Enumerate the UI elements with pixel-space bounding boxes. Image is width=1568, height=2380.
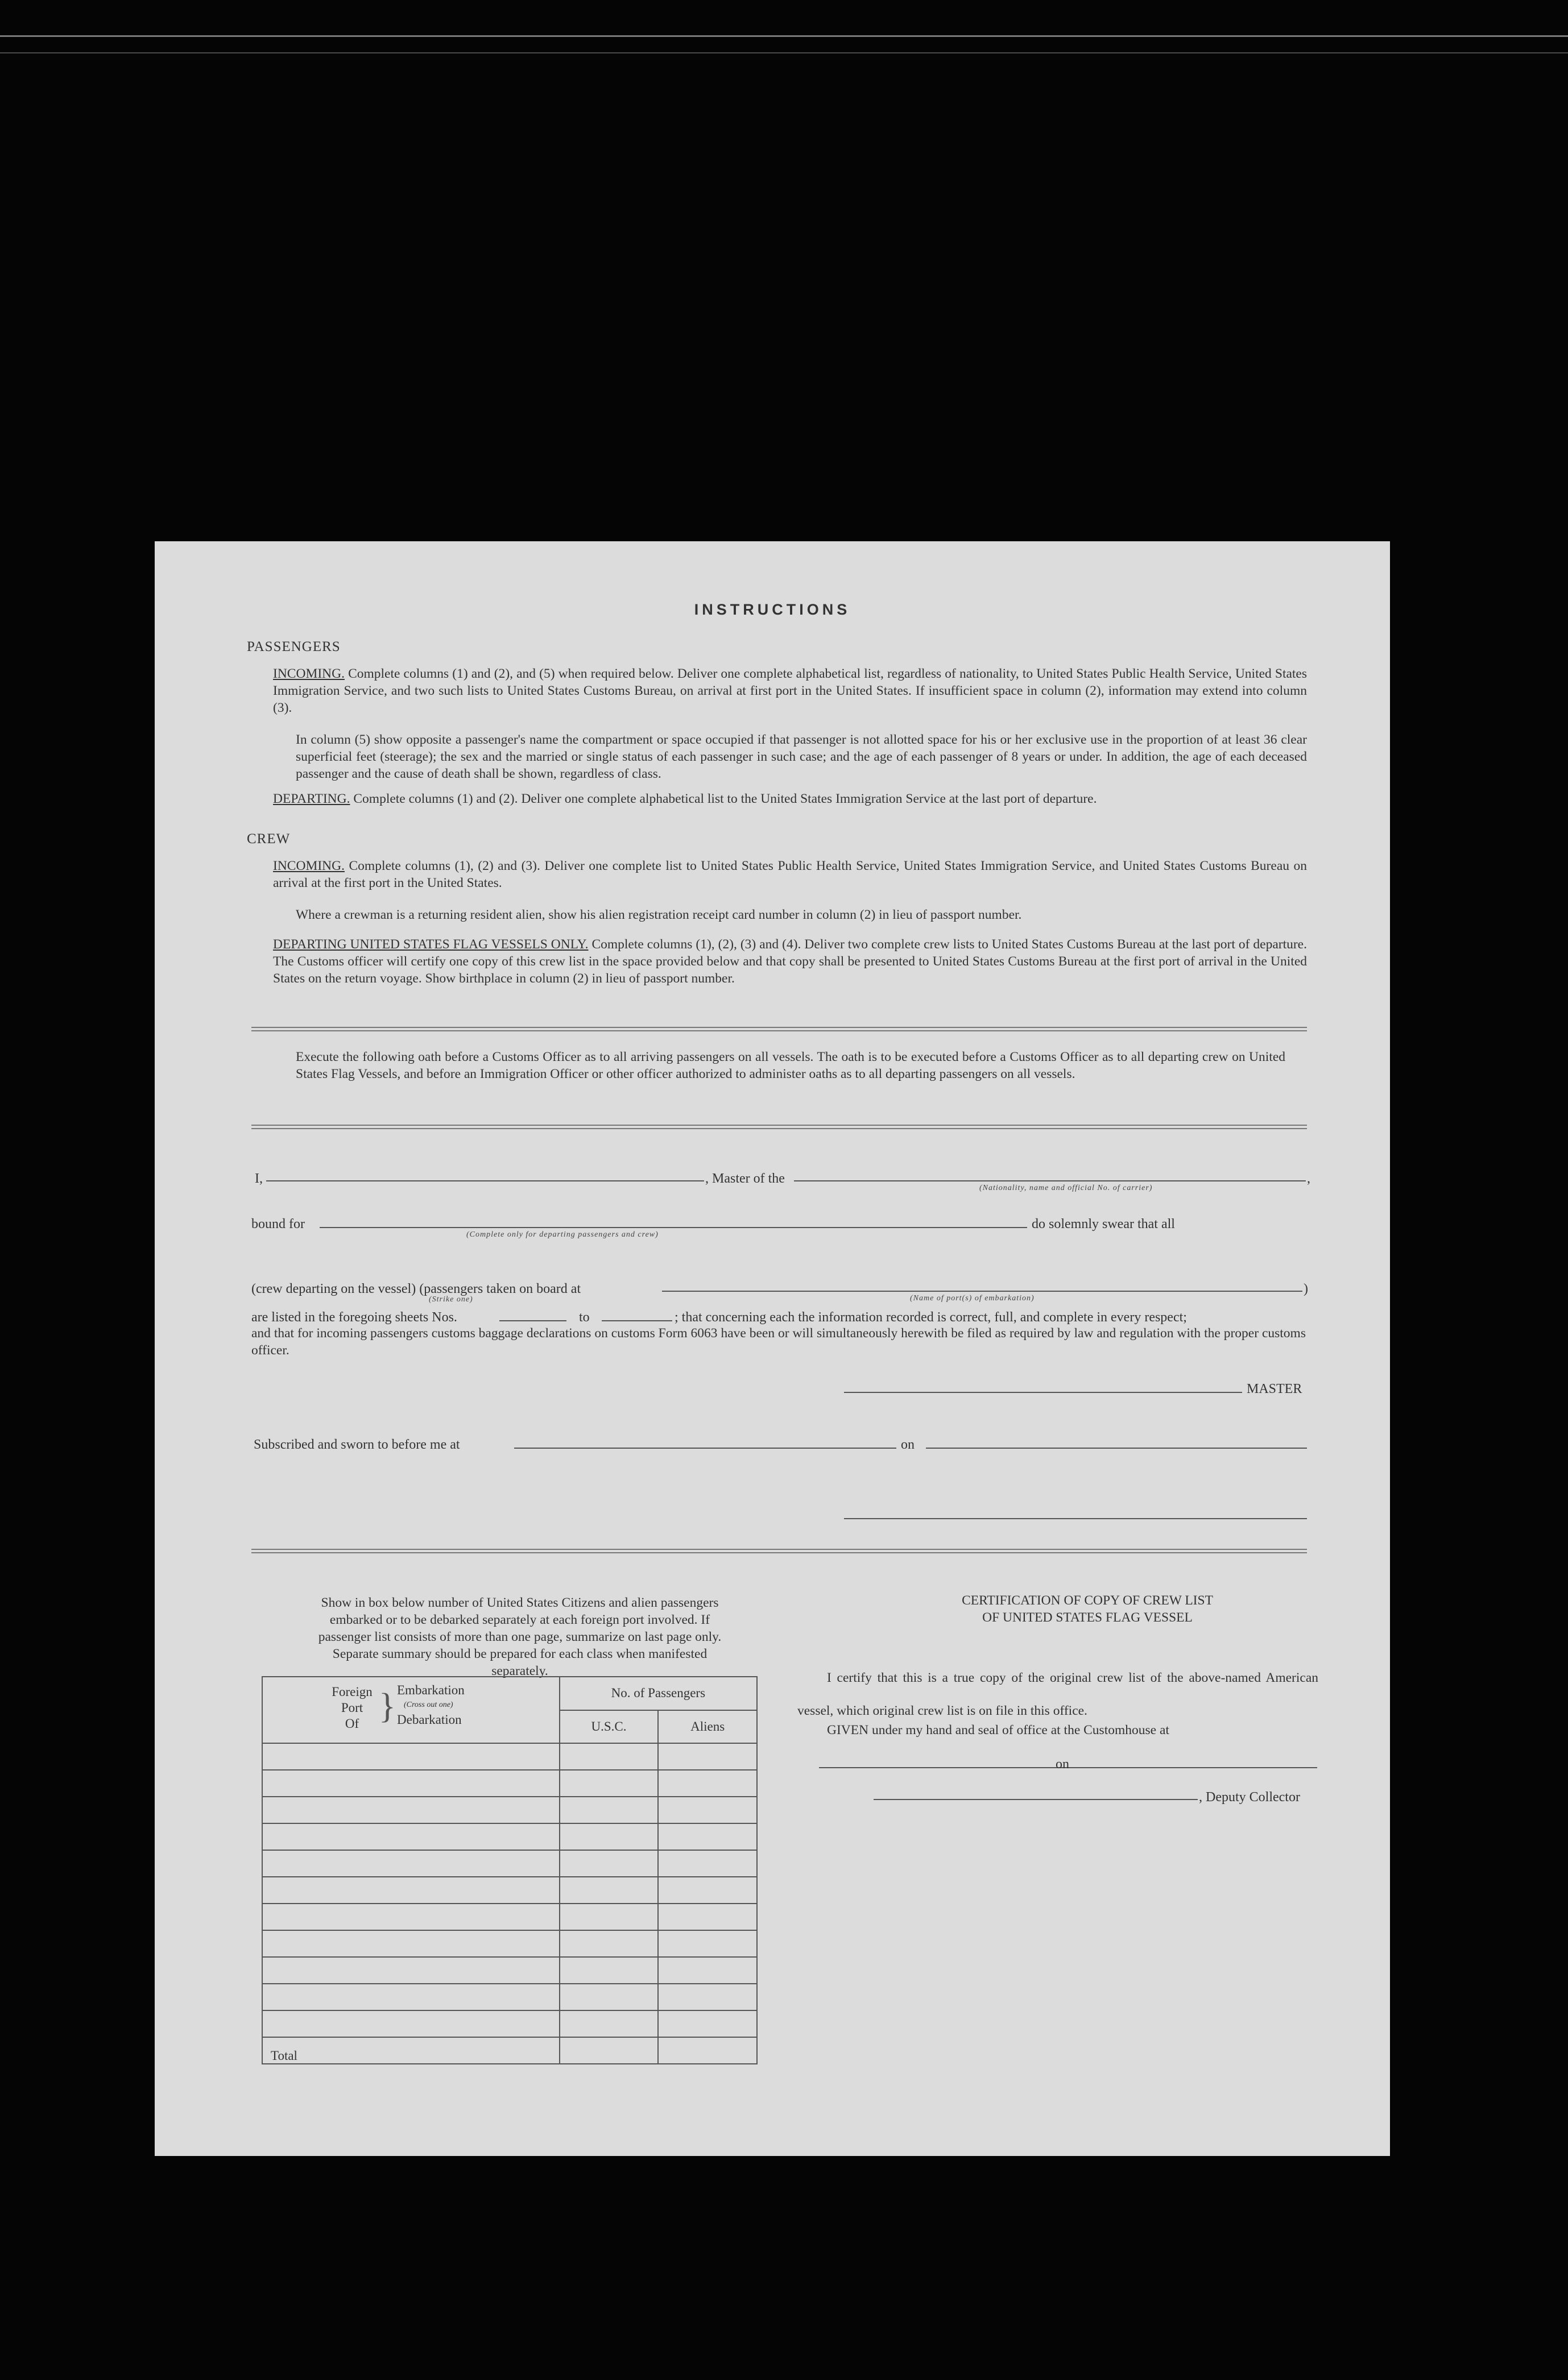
aliens-header: Aliens [658,1710,757,1744]
scan-edge-line-lower [0,52,1568,53]
table-row[interactable] [262,1743,757,1770]
crew-departing-label: DEPARTING UNITED STATES FLAG VESSELS ONLY. [273,937,589,952]
debarkation-label: Debarkation [397,1713,462,1727]
no-of-passengers-header: No. of Passengers [560,1677,757,1710]
crew-departing-text: Complete columns (1), (2), (3) and (4). Deliver two complete crew lists to United States Customs Bureau at the last port of departure. The Customs officer will certify one copy of this crew list in the space provided below and that copy shall be presented to United States Customs Bureau at the first port of arrival in the United States on the return voyage. Show birthplace in column (2) in lieu of passport number. [273,937,1307,986]
strike-one-caption: (Strike one) [429,1295,473,1304]
passenger-summary-table [262,1676,758,2064]
of-label: Of [345,1716,359,1731]
close-paren: ) [1304,1282,1308,1296]
divider [251,1125,1307,1129]
crew-departing [273,936,1307,987]
sworn-on-label: on [901,1437,915,1452]
i-label: I, [255,1171,263,1186]
total-label: Total [262,2037,560,2064]
crew-incoming-text: Complete columns (1), (2) and (3). Deliver one complete list to United States Public Health Service, United States Immigration Service, and United States Customs Bureau on arrival at the first port in the United States. [273,859,1307,890]
crew-resident: Where a crewman is a returning resident alien, show his alien registration receipt card number in column (2) in lieu of passport number. [296,907,1022,922]
passengers-column5: In column (5) show opposite a passenger's name the compartment or space occupied if that passenger is not allotted space for his or her exclusive use in the proportion of at least 36 clear superficial feet (steerage); the sex and the married or single status of each passenger in such case; and the age of each passenger of 8 years or under. In addition, the age of each deceased passenger and the cause of death shall be shown, regardless of class. [296,732,1307,781]
crew-heading: CREW [247,831,291,847]
master-signature-field[interactable] [844,1392,1242,1393]
table-row[interactable] [262,1957,757,1984]
subscribed-label: Subscribed and sworn to before me at [254,1437,460,1452]
bound-for-label: bound for [251,1217,305,1232]
deputy-signature-field[interactable] [874,1799,1198,1800]
listed-to: to [579,1310,590,1325]
carrier-caption: (Nationality, name and official No. of carrier) [979,1184,1153,1192]
usc-header: U.S.C. [560,1710,659,1744]
passengers-departing [273,790,1307,807]
table-row[interactable] [262,1904,757,1930]
listed-post: ; that concerning each the information recorded is correct, full, and complete in every respect; [675,1310,1187,1325]
ports-field[interactable] [662,1291,1302,1292]
port-header-cell [262,1677,560,1743]
cross-out-caption: (Cross out one) [404,1701,453,1709]
embarkation-label: Embarkation [397,1683,465,1697]
carrier-field[interactable] [794,1180,1306,1181]
certification-title [888,1592,1286,1626]
passengers-departing-text: Complete columns (1) and (2). Deliver one complete alphabetical list to the United States Immigration Service at the last port of departure. [353,791,1097,806]
passengers-departing-label: DEPARTING. [273,791,350,806]
officer-signature-field[interactable] [844,1518,1307,1519]
foreign-label: Foreign [332,1685,373,1699]
listed-rest: and that for incoming passengers customs baggage declarations on customs Form 6063 have been or will simultaneously herewith be filed as required by law and regulation with the proper customs officer. [251,1326,1306,1358]
form-page [155,541,1390,2156]
deputy-collector-label: , Deputy Collector [1199,1790,1300,1805]
bound-for-field[interactable] [320,1227,1027,1228]
table-row[interactable] [262,1770,757,1797]
master-name-field[interactable] [266,1180,704,1181]
comma: , [1307,1171,1310,1186]
swear-label: do solemnly swear that all [1032,1217,1175,1232]
passengers-incoming-label: INCOMING. [273,666,345,681]
master-label: MASTER [1247,1382,1302,1396]
passengers-incoming [273,665,1307,716]
table-row[interactable] [262,1823,757,1850]
master-of-label: , Master of the [705,1171,785,1186]
divider [251,1027,1307,1031]
crew-incoming [273,857,1307,892]
scan-edge-line [0,35,1568,37]
sworn-place-field[interactable] [514,1448,896,1449]
crew-incoming-label: INCOMING. [273,859,345,873]
divider [251,1549,1307,1553]
oath-instruction: Execute the following oath before a Customs Officer as to all arriving passengers on all vessels. The oath is to be executed before a Customs Officer as to all departing crew on United States Flag Vessels, and before an Immigration Officer or other officer authorized to administer oaths as to all departing passengers on all vessels. [296,1050,1285,1081]
page-title: INSTRUCTIONS [694,601,851,618]
cert-date-field[interactable] [1078,1767,1317,1768]
cert-on-label: on [1056,1757,1069,1772]
summary-instruction: Show in box below number of United States Citizens and alien passengers embarked or to be debarked separately at each foreign port involved. If passenger list consists of more than one page, summarize on last page only. Separate summary should be prepared for each class when manifested separately. [318,1595,722,1678]
passengers-heading: PASSENGERS [247,639,341,654]
ports-caption: (Name of port(s) of embarkation) [910,1294,1035,1303]
table-row[interactable] [262,2010,757,2037]
table-row[interactable] [262,1877,757,1904]
table-row[interactable] [262,1930,757,1957]
port-label: Port [341,1701,363,1715]
sheet-to-field[interactable] [602,1320,672,1321]
bound-caption: (Complete only for departing passengers and crew) [466,1230,659,1239]
passengers-incoming-text: Complete columns (1) and (2), and (5) when required below. Deliver one complete alphabetical list, regardless of nationality, to United States Public Health Service, United States Immigration Service, and two such lists to United States Customs Bureau, on arrival at first port in the United States. If insufficient space in column (2), information may extend into column (3). [273,666,1308,715]
certify-text: I certify that this is a true copy of the original crew list of the above-named American vessel, which original crew list is on file in this office. [797,1670,1318,1718]
certification-title-line2: OF UNITED STATES FLAG VESSEL [982,1610,1193,1625]
table-row[interactable] [262,1850,757,1877]
brace: } [379,1687,396,1726]
sheet-from-field[interactable] [499,1320,566,1321]
certification-title-line1: CERTIFICATION OF COPY OF CREW LIST [962,1593,1213,1608]
given-text: GIVEN under my hand and seal of office at the Customhouse at [827,1723,1169,1738]
table-row[interactable] [262,1797,757,1823]
total-row[interactable] [262,2037,757,2064]
crew-departing-label: (crew departing on the vessel) (passengers taken on board at [251,1282,581,1296]
listed-pre: are listed in the foregoing sheets Nos. [251,1310,457,1325]
table-row[interactable] [262,1984,757,2010]
sworn-date-field[interactable] [926,1448,1307,1449]
